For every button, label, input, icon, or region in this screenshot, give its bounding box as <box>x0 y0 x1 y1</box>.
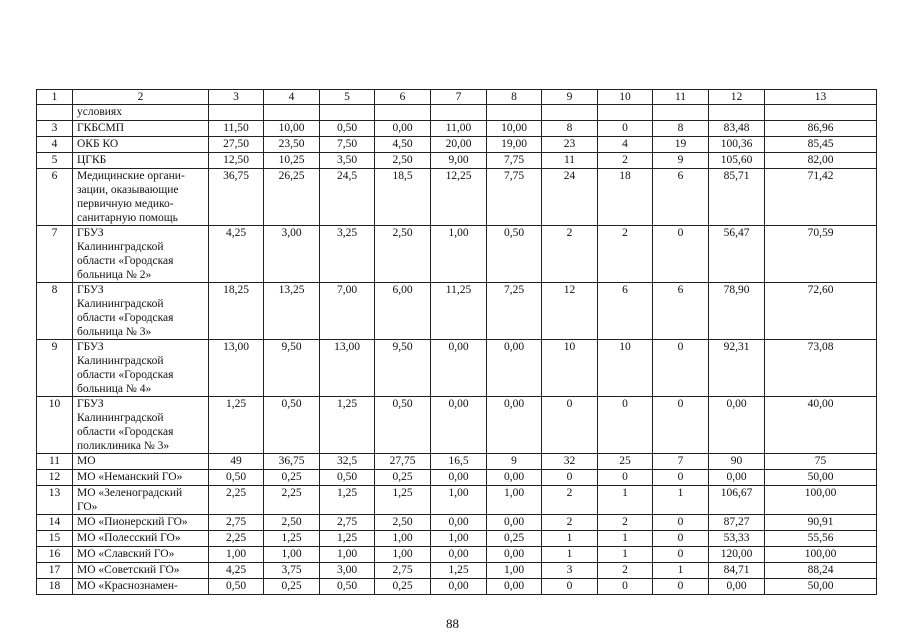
organization-name-cell: МО «Славский ГО» <box>73 547 209 563</box>
value-cell: 6,00 <box>375 283 431 340</box>
column-number-11: 11 <box>653 90 709 105</box>
value-cell: 0,00 <box>431 547 487 563</box>
value-cell: 2,75 <box>375 563 431 579</box>
value-cell: 2 <box>542 515 598 531</box>
value-cell: 27,75 <box>375 454 431 470</box>
value-cell: 7,00 <box>320 283 375 340</box>
value-cell: 10 <box>542 340 598 397</box>
value-cell: 0 <box>598 397 653 454</box>
value-cell: 1,00 <box>375 547 431 563</box>
column-number-13: 13 <box>765 90 877 105</box>
value-cell: 1,25 <box>320 531 375 547</box>
value-cell: 0,25 <box>264 470 320 486</box>
table-row <box>37 340 877 397</box>
row-number-cell: 12 <box>37 470 73 486</box>
value-cell: 0,25 <box>264 579 320 595</box>
value-cell: 1 <box>542 531 598 547</box>
value-cell: 1,00 <box>487 563 542 579</box>
value-cell: 2,50 <box>375 515 431 531</box>
value-cell: 1,25 <box>320 486 375 515</box>
value-cell: 2,50 <box>264 515 320 531</box>
table-row <box>37 470 877 486</box>
value-cell: 0 <box>653 340 709 397</box>
table-row <box>37 226 877 283</box>
value-cell: 0,50 <box>209 470 264 486</box>
value-cell: 0 <box>653 531 709 547</box>
value-cell: 0,00 <box>709 579 765 595</box>
column-number-10: 10 <box>598 90 653 105</box>
value-cell: 8 <box>542 121 598 137</box>
value-cell: 19,00 <box>487 137 542 153</box>
value-cell: 20,00 <box>431 137 487 153</box>
value-cell: 0,00 <box>487 579 542 595</box>
value-cell: 7,50 <box>320 137 375 153</box>
row-number-cell: 8 <box>37 283 73 340</box>
organization-name-cell: Медицинские органи- зации, оказывающие первичную медико- санитарную помощь <box>73 169 209 226</box>
value-cell <box>487 105 542 121</box>
value-cell: 3,75 <box>264 563 320 579</box>
organization-name-cell: МО «Полесский ГО» <box>73 531 209 547</box>
organization-name-cell: ГБУЗ Калининградской области «Городская поликлиника № 3» <box>73 397 209 454</box>
value-cell: 2,75 <box>209 515 264 531</box>
column-number-6: 6 <box>375 90 431 105</box>
organization-name-cell: ОКБ КО <box>73 137 209 153</box>
value-cell: 3,50 <box>320 153 375 169</box>
value-cell: 0,00 <box>431 470 487 486</box>
column-number-5: 5 <box>320 90 375 105</box>
value-cell: 0,50 <box>320 470 375 486</box>
value-cell: 0 <box>598 121 653 137</box>
value-cell: 0,00 <box>487 547 542 563</box>
column-number-2: 2 <box>73 90 209 105</box>
value-cell: 0,50 <box>264 397 320 454</box>
value-cell: 2,75 <box>320 515 375 531</box>
value-cell: 23 <box>542 137 598 153</box>
value-cell: 0 <box>542 579 598 595</box>
row-number-cell: 10 <box>37 397 73 454</box>
value-cell: 2,25 <box>264 486 320 515</box>
value-cell: 18,25 <box>209 283 264 340</box>
row-number-cell: 16 <box>37 547 73 563</box>
value-cell: 49 <box>209 454 264 470</box>
value-cell: 3 <box>542 563 598 579</box>
value-cell: 10,00 <box>264 121 320 137</box>
value-cell: 26,25 <box>264 169 320 226</box>
value-cell: 2 <box>598 515 653 531</box>
data-table <box>36 89 877 595</box>
value-cell: 100,00 <box>765 547 877 563</box>
value-cell: 6 <box>653 169 709 226</box>
row-number-cell: 18 <box>37 579 73 595</box>
value-cell: 0,00 <box>709 470 765 486</box>
value-cell: 1,25 <box>375 486 431 515</box>
value-cell: 0 <box>653 515 709 531</box>
organization-name-cell: МО «Зеленоградский ГО» <box>73 486 209 515</box>
value-cell: 0,25 <box>375 470 431 486</box>
value-cell: 8 <box>653 121 709 137</box>
value-cell: 50,00 <box>765 579 877 595</box>
value-cell <box>320 105 375 121</box>
value-cell: 2 <box>542 226 598 283</box>
organization-name-cell: ГБУЗ Калининградской области «Городская больница № 2» <box>73 226 209 283</box>
value-cell <box>709 105 765 121</box>
value-cell: 2,25 <box>209 486 264 515</box>
table-header-row <box>37 90 877 105</box>
value-cell: 105,60 <box>709 153 765 169</box>
value-cell <box>431 105 487 121</box>
organization-name-cell: ГБУЗ Калининградской области «Городская больница № 4» <box>73 340 209 397</box>
value-cell: 9,00 <box>431 153 487 169</box>
column-number-7: 7 <box>431 90 487 105</box>
value-cell <box>264 105 320 121</box>
value-cell: 0,00 <box>431 579 487 595</box>
value-cell: 2 <box>598 563 653 579</box>
value-cell: 90 <box>709 454 765 470</box>
value-cell: 1,00 <box>431 226 487 283</box>
value-cell: 1,00 <box>431 486 487 515</box>
value-cell: 0,50 <box>320 579 375 595</box>
value-cell: 11,00 <box>431 121 487 137</box>
value-cell: 106,67 <box>709 486 765 515</box>
row-number-cell: 9 <box>37 340 73 397</box>
value-cell: 0,00 <box>375 121 431 137</box>
row-number-cell: 14 <box>37 515 73 531</box>
value-cell: 12,50 <box>209 153 264 169</box>
value-cell: 11,50 <box>209 121 264 137</box>
organization-name-cell: ГКБСМП <box>73 121 209 137</box>
table-row <box>37 531 877 547</box>
value-cell: 75 <box>765 454 877 470</box>
organization-name-cell: МО «Советский ГО» <box>73 563 209 579</box>
value-cell: 23,50 <box>264 137 320 153</box>
value-cell <box>375 105 431 121</box>
value-cell: 3,00 <box>320 563 375 579</box>
value-cell: 1 <box>598 547 653 563</box>
value-cell: 40,00 <box>765 397 877 454</box>
table-row <box>37 515 877 531</box>
value-cell: 0,00 <box>709 397 765 454</box>
table-row <box>37 486 877 515</box>
value-cell: 85,71 <box>709 169 765 226</box>
value-cell: 1,00 <box>431 531 487 547</box>
table-row <box>37 397 877 454</box>
value-cell <box>542 105 598 121</box>
row-number-cell: 6 <box>37 169 73 226</box>
value-cell: 13,00 <box>209 340 264 397</box>
row-number-cell: 3 <box>37 121 73 137</box>
value-cell: 12,25 <box>431 169 487 226</box>
table-row <box>37 137 877 153</box>
row-number-cell: 17 <box>37 563 73 579</box>
value-cell: 84,71 <box>709 563 765 579</box>
page-number: 88 <box>446 616 459 631</box>
table-row <box>37 169 877 226</box>
table-row <box>37 563 877 579</box>
value-cell: 0,25 <box>487 531 542 547</box>
value-cell: 1,00 <box>209 547 264 563</box>
value-cell: 71,42 <box>765 169 877 226</box>
column-number-9: 9 <box>542 90 598 105</box>
value-cell: 1,25 <box>431 563 487 579</box>
value-cell: 100,36 <box>709 137 765 153</box>
value-cell: 1,00 <box>375 531 431 547</box>
table-row <box>37 547 877 563</box>
value-cell: 7,25 <box>487 283 542 340</box>
value-cell: 0,50 <box>320 121 375 137</box>
value-cell: 2 <box>542 486 598 515</box>
table-row <box>37 105 877 121</box>
row-number-cell: 11 <box>37 454 73 470</box>
value-cell: 0 <box>653 226 709 283</box>
value-cell: 3,25 <box>320 226 375 283</box>
value-cell: 0 <box>598 579 653 595</box>
value-cell: 88,24 <box>765 563 877 579</box>
value-cell: 0,50 <box>375 397 431 454</box>
row-number-cell: 13 <box>37 486 73 515</box>
value-cell: 1,25 <box>320 397 375 454</box>
value-cell: 4,25 <box>209 563 264 579</box>
value-cell: 10,00 <box>487 121 542 137</box>
organization-name-cell: МО «Краснознамен- <box>73 579 209 595</box>
organization-name-cell: МО <box>73 454 209 470</box>
value-cell: 32 <box>542 454 598 470</box>
row-number-cell <box>37 105 73 121</box>
table-row <box>37 454 877 470</box>
value-cell: 11 <box>542 153 598 169</box>
table-row <box>37 153 877 169</box>
value-cell: 18,5 <box>375 169 431 226</box>
value-cell: 7,75 <box>487 169 542 226</box>
value-cell: 1 <box>653 486 709 515</box>
organization-name-cell: МО «Пионерский ГО» <box>73 515 209 531</box>
value-cell: 1 <box>542 547 598 563</box>
value-cell: 13,00 <box>320 340 375 397</box>
value-cell: 24 <box>542 169 598 226</box>
value-cell: 82,00 <box>765 153 877 169</box>
value-cell: 2,50 <box>375 226 431 283</box>
value-cell: 0 <box>653 397 709 454</box>
column-number-8: 8 <box>487 90 542 105</box>
column-number-1: 1 <box>37 90 73 105</box>
value-cell: 3,00 <box>264 226 320 283</box>
value-cell: 85,45 <box>765 137 877 153</box>
value-cell: 10,25 <box>264 153 320 169</box>
value-cell: 9,50 <box>375 340 431 397</box>
value-cell: 1,00 <box>320 547 375 563</box>
value-cell: 1,00 <box>264 547 320 563</box>
row-number-cell: 5 <box>37 153 73 169</box>
value-cell: 0,00 <box>487 340 542 397</box>
value-cell: 0,00 <box>487 470 542 486</box>
row-number-cell: 7 <box>37 226 73 283</box>
value-cell: 13,25 <box>264 283 320 340</box>
value-cell: 90,91 <box>765 515 877 531</box>
row-number-cell: 15 <box>37 531 73 547</box>
value-cell: 9 <box>653 153 709 169</box>
value-cell <box>653 105 709 121</box>
value-cell: 83,48 <box>709 121 765 137</box>
value-cell: 120,00 <box>709 547 765 563</box>
value-cell: 78,90 <box>709 283 765 340</box>
value-cell: 73,08 <box>765 340 877 397</box>
value-cell: 2 <box>598 226 653 283</box>
value-cell: 0 <box>653 579 709 595</box>
value-cell: 0,00 <box>431 397 487 454</box>
value-cell: 92,31 <box>709 340 765 397</box>
table-row <box>37 579 877 595</box>
row-number-cell: 4 <box>37 137 73 153</box>
organization-name-cell: условиях <box>73 105 209 121</box>
value-cell: 27,50 <box>209 137 264 153</box>
value-cell: 0,50 <box>209 579 264 595</box>
value-cell: 50,00 <box>765 470 877 486</box>
column-number-4: 4 <box>264 90 320 105</box>
value-cell: 1,25 <box>209 397 264 454</box>
value-cell: 0 <box>653 470 709 486</box>
organization-name-cell: ЦГКБ <box>73 153 209 169</box>
value-cell: 0 <box>542 397 598 454</box>
value-cell: 1,00 <box>487 486 542 515</box>
value-cell: 16,5 <box>431 454 487 470</box>
value-cell: 0 <box>542 470 598 486</box>
value-cell: 18 <box>598 169 653 226</box>
value-cell: 4 <box>598 137 653 153</box>
value-cell: 0,00 <box>487 397 542 454</box>
value-cell: 56,47 <box>709 226 765 283</box>
value-cell: 72,60 <box>765 283 877 340</box>
value-cell: 0,25 <box>375 579 431 595</box>
value-cell: 32,5 <box>320 454 375 470</box>
value-cell: 9 <box>487 454 542 470</box>
value-cell: 0 <box>598 470 653 486</box>
value-cell: 36,75 <box>209 169 264 226</box>
organization-name-cell: ГБУЗ Калининградской области «Городская больница № 3» <box>73 283 209 340</box>
organization-name-cell: МО «Неманский ГО» <box>73 470 209 486</box>
value-cell: 86,96 <box>765 121 877 137</box>
column-number-12: 12 <box>709 90 765 105</box>
value-cell <box>765 105 877 121</box>
value-cell: 36,75 <box>264 454 320 470</box>
value-cell: 1 <box>653 563 709 579</box>
value-cell: 1 <box>598 486 653 515</box>
value-cell: 0,00 <box>487 515 542 531</box>
value-cell: 6 <box>598 283 653 340</box>
value-cell: 6 <box>653 283 709 340</box>
value-cell: 19 <box>653 137 709 153</box>
value-cell: 11,25 <box>431 283 487 340</box>
value-cell: 25 <box>598 454 653 470</box>
value-cell: 1,25 <box>264 531 320 547</box>
value-cell: 70,59 <box>765 226 877 283</box>
value-cell <box>598 105 653 121</box>
value-cell: 24,5 <box>320 169 375 226</box>
value-cell: 0 <box>653 547 709 563</box>
table-row <box>37 283 877 340</box>
value-cell: 7,75 <box>487 153 542 169</box>
table-body <box>37 90 877 595</box>
value-cell: 10 <box>598 340 653 397</box>
value-cell: 2 <box>598 153 653 169</box>
value-cell: 87,27 <box>709 515 765 531</box>
value-cell: 1 <box>598 531 653 547</box>
value-cell: 4,25 <box>209 226 264 283</box>
value-cell: 100,00 <box>765 486 877 515</box>
value-cell: 53,33 <box>709 531 765 547</box>
value-cell: 0,00 <box>431 515 487 531</box>
value-cell: 9,50 <box>264 340 320 397</box>
value-cell: 12 <box>542 283 598 340</box>
value-cell <box>209 105 264 121</box>
value-cell: 0,00 <box>431 340 487 397</box>
value-cell: 7 <box>653 454 709 470</box>
table-row <box>37 121 877 137</box>
value-cell: 2,25 <box>209 531 264 547</box>
value-cell: 2,50 <box>375 153 431 169</box>
value-cell: 55,56 <box>765 531 877 547</box>
column-number-3: 3 <box>209 90 264 105</box>
value-cell: 0,50 <box>487 226 542 283</box>
value-cell: 4,50 <box>375 137 431 153</box>
